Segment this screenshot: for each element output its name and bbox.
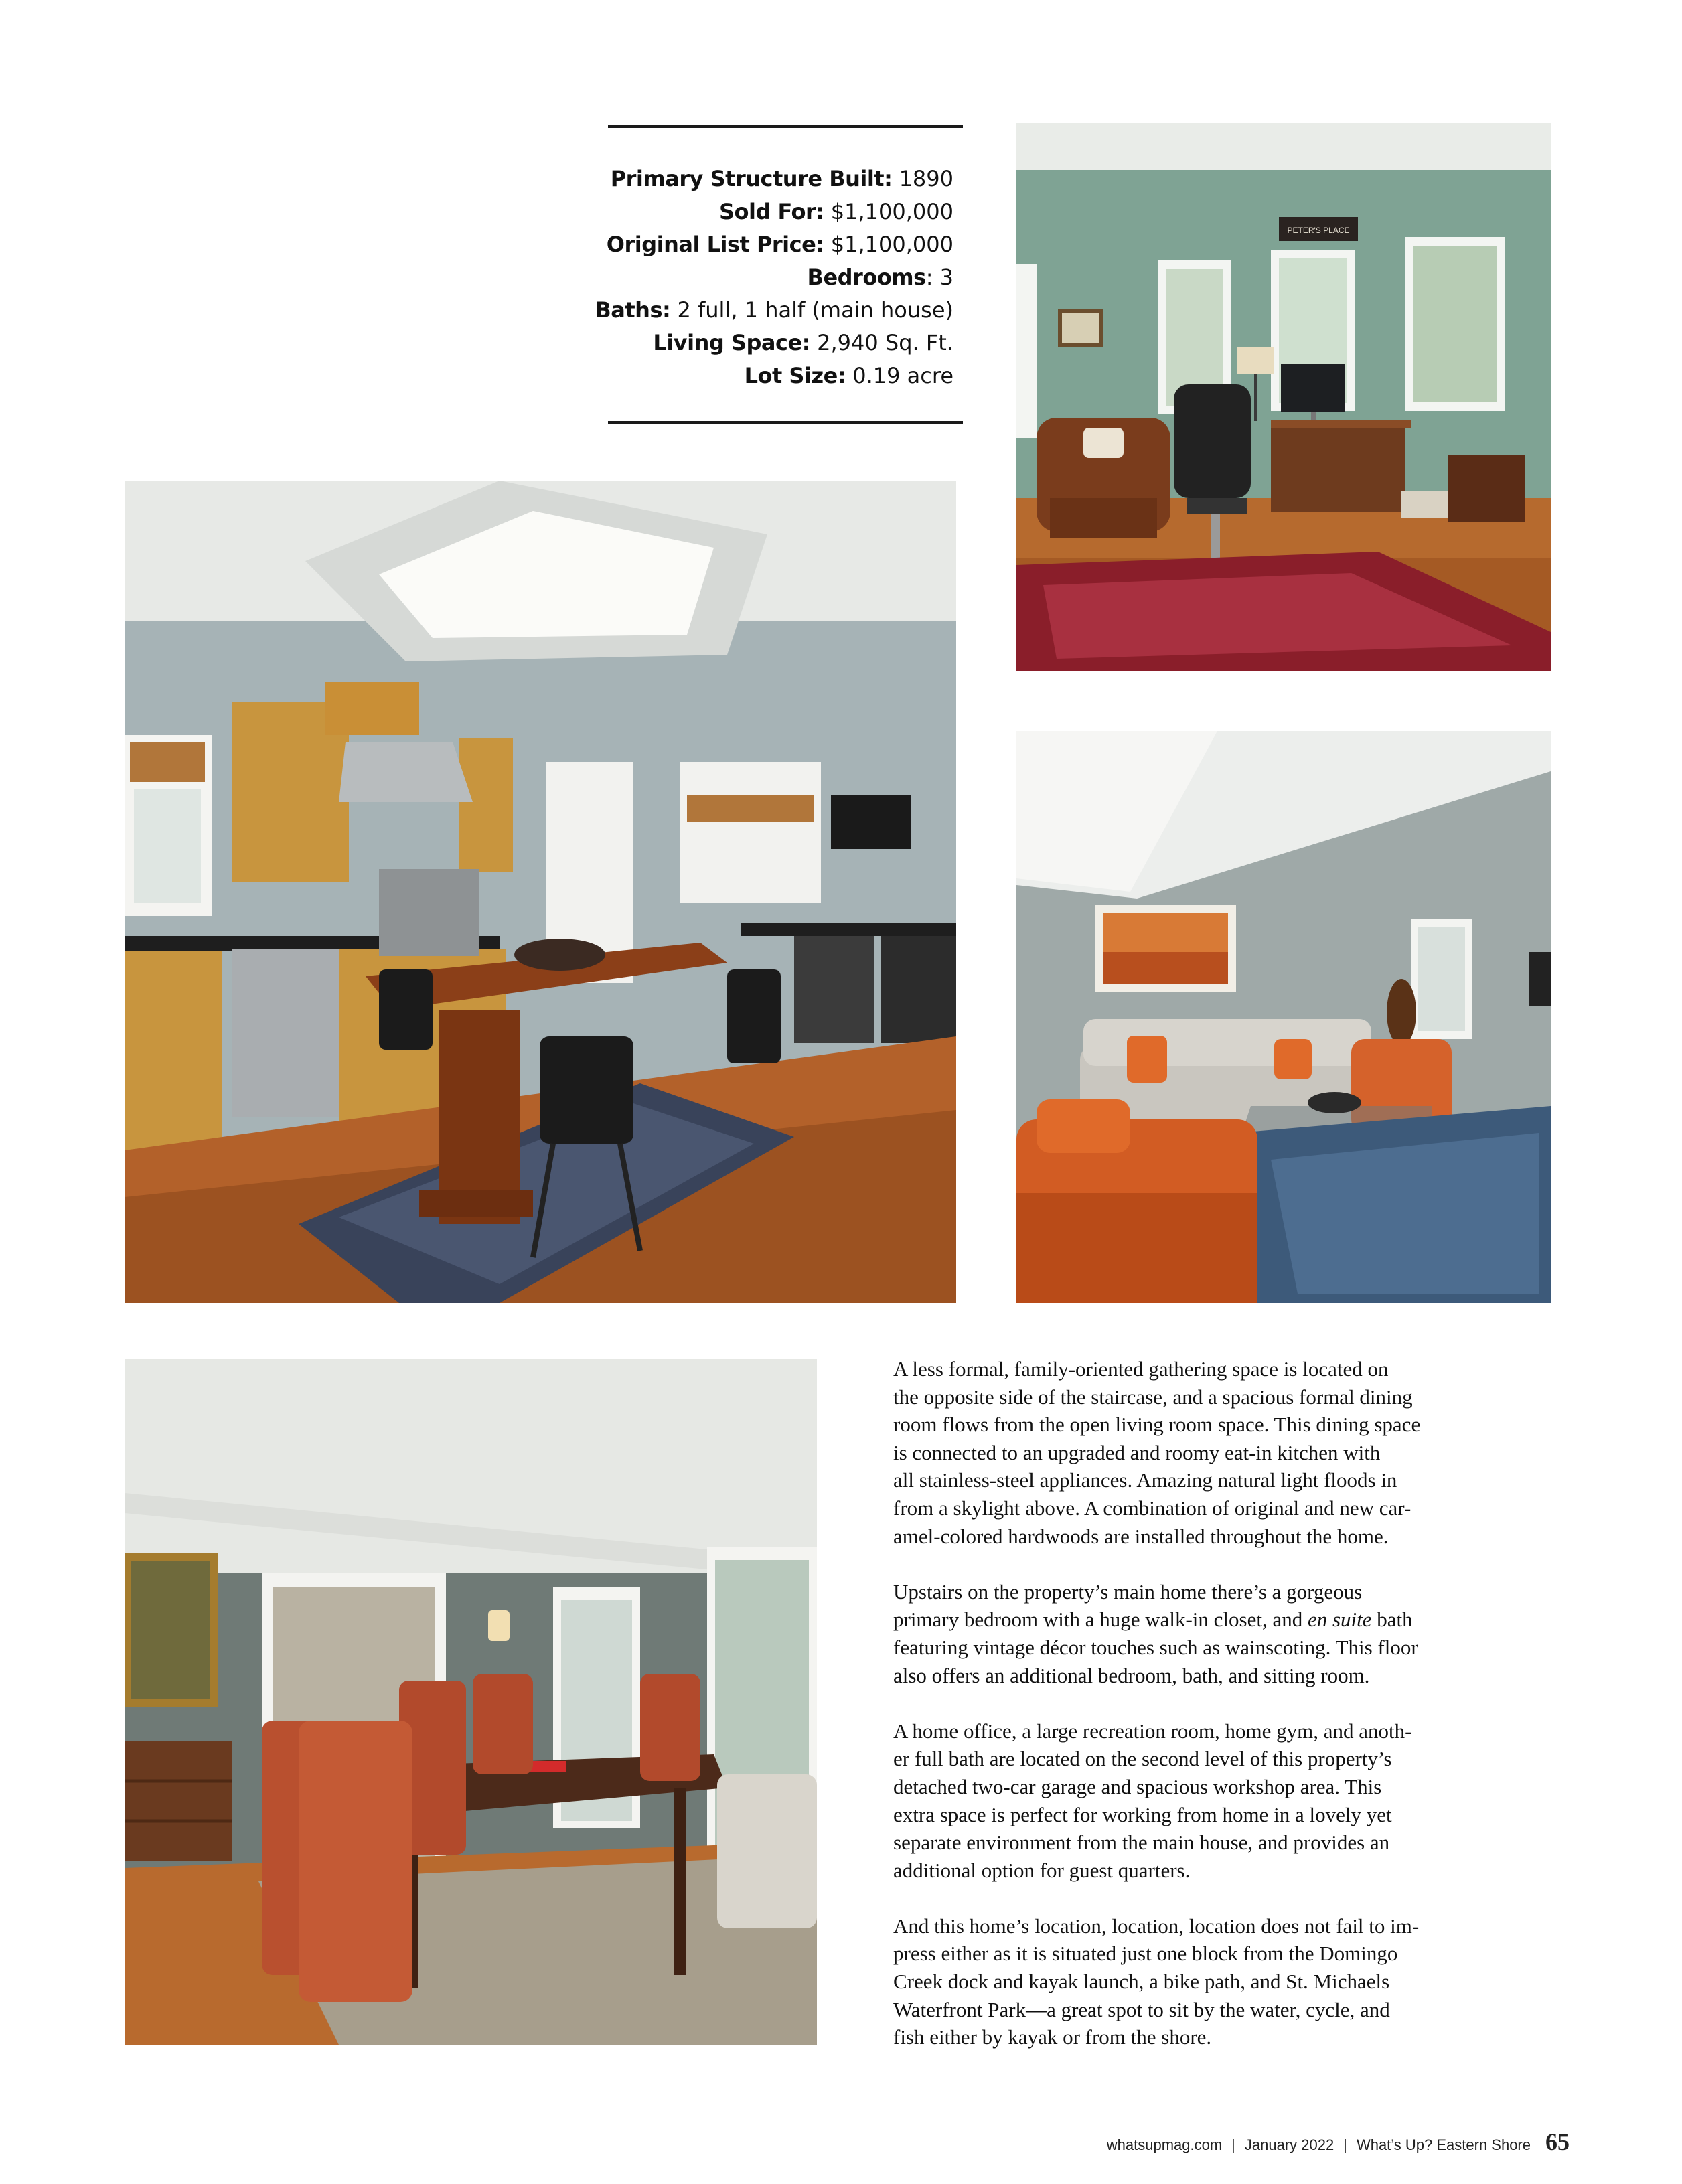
article-paragraph-4: And this home’s location, location, location does not fail to im- press either as it is situated just one block from the Domingo Creek dock and kayak launch, a bike path, and St. Michaels Waterfront Park—a great spot to sit by the water, cycle, and fish either by kayak or from the shore. xyxy=(893,1914,1420,2049)
kitchen-illustration xyxy=(125,481,956,1303)
home-office-photo xyxy=(1016,123,1551,671)
spec-lot-size: Lot Size: 0.19 acre xyxy=(744,363,953,388)
living-room-photo xyxy=(1016,731,1551,1303)
footer-divider: | xyxy=(1343,2136,1347,2153)
article-paragraph-2: Upstairs on the property’s main home there’s a gorgeous primary bedroom with a huge walk-in closet, and en suite bath featuring vintage décor touches such as wainscoting. This floor also offers an additional bedroom, bath, and sitting room. xyxy=(893,1579,1418,1687)
dining-room-photo xyxy=(125,1359,817,2045)
page-number: 65 xyxy=(1545,2128,1570,2155)
kitchen-photo xyxy=(125,481,956,1303)
specs-list xyxy=(595,163,953,392)
spec-living-space: Living Space: 2,940 Sq. Ft. xyxy=(653,330,953,356)
spec-baths: Baths: 2 full, 1 half (main house) xyxy=(595,297,953,323)
article-body xyxy=(893,1355,1523,2051)
property-specs xyxy=(595,125,963,424)
spec-bedrooms: Bedrooms: 3 xyxy=(807,264,953,290)
footer-date: January 2022 xyxy=(1244,2136,1334,2153)
page-footer xyxy=(1107,2128,1570,2156)
office-sign-text: PETER'S PLACE xyxy=(1287,226,1350,235)
spec-built: Primary Structure Built: 1890 xyxy=(610,166,953,191)
home-office-illustration xyxy=(1016,123,1551,671)
living-room-illustration xyxy=(1016,731,1551,1303)
article-paragraph-1: A less formal, family-oriented gathering space is located on the opposite side of the staircase, and a spacious formal dining room flows from the open living room space. This dining space is connected to an upgraded and roomy eat-in kitchen with all stainless-steel appliances. Amazing natural light floods in from a skylight above. A combination of original and new car- amel-colored hardwoods are installed throughout the home. xyxy=(893,1357,1421,1548)
footer-site-link[interactable]: whatsupmag.com xyxy=(1106,2136,1223,2153)
spec-sold-for: Sold For: $1,100,000 xyxy=(718,199,953,224)
footer-divider: | xyxy=(1231,2136,1235,2153)
en-suite-italic: en suite xyxy=(1307,1608,1372,1632)
dining-room-illustration xyxy=(125,1359,817,2045)
footer-publication: What’s Up? Eastern Shore xyxy=(1356,2136,1531,2153)
spec-list-price: Original List Price: $1,100,000 xyxy=(606,232,953,257)
article-paragraph-3: A home office, a large recreation room, home gym, and anoth- er full bath are located on the second level of this property’s detached two-car garage and spacious workshop area. This extra space is perfect for working from home in a lovely yet separate environment from the main house, and provides an additional option for guest quarters. xyxy=(893,1719,1412,1882)
